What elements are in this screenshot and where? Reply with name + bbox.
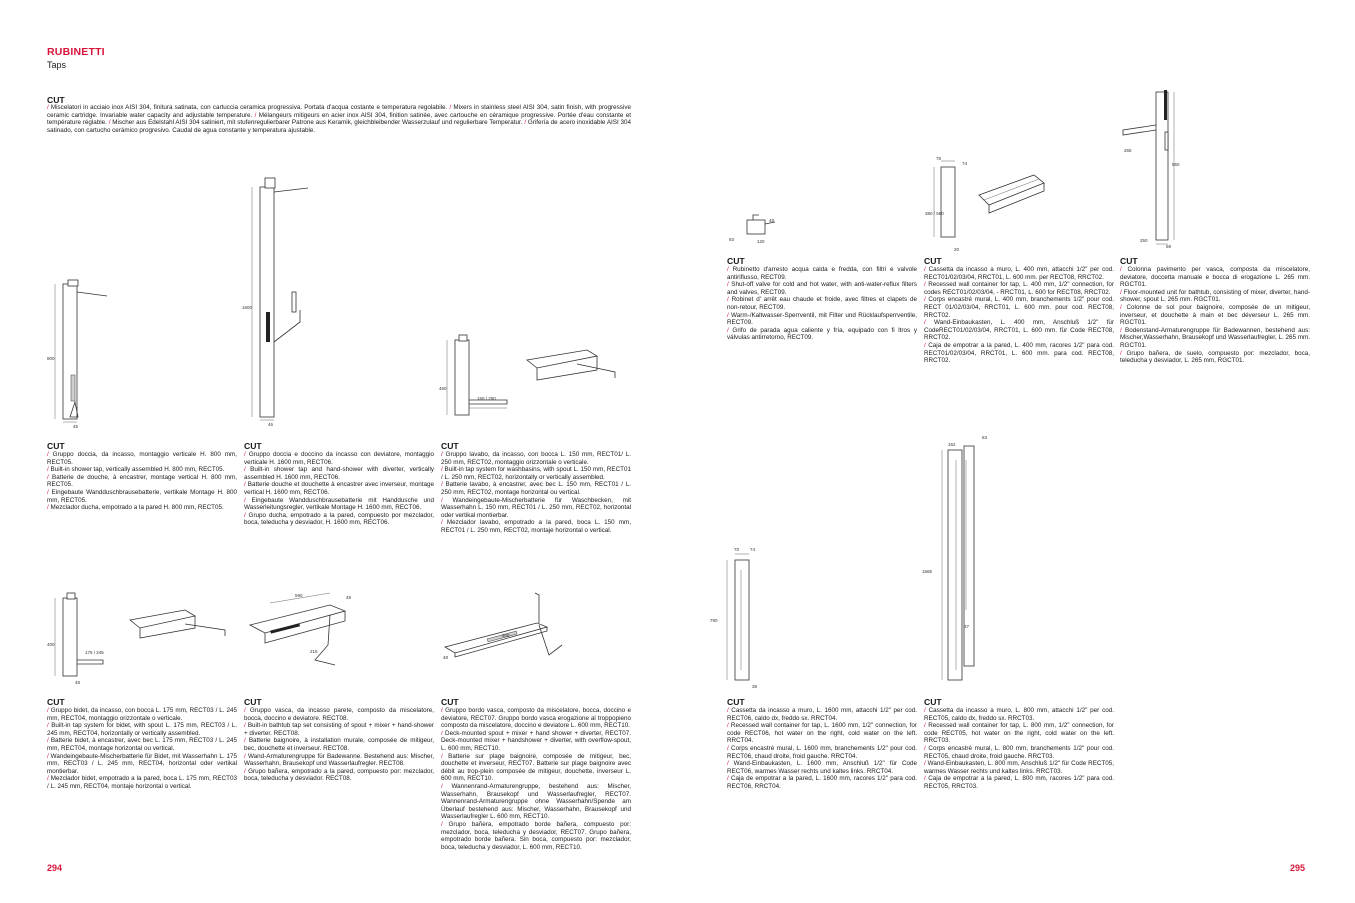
drawing-rrct01: [924, 155, 1054, 255]
dim-label: 46: [268, 422, 274, 427]
section-subtitle: Taps: [47, 60, 67, 70]
product-block: [244, 698, 434, 783]
page-number-left: 294: [47, 863, 63, 873]
dim-label: 265: [1124, 148, 1132, 153]
product-title: CUT: [1120, 256, 1138, 266]
product-title: CUT: [924, 256, 942, 266]
product-description: / Gruppo lavabo, da incasso, con bocca L. 150 mm, RECT01/ L. 250 mm, RECT02, montaggio orizzontale o verticale. / Built-in tap system for washbasins, with spout L. 150 mm, RECT01 / L. 250 mm, RECT02, horizontally or vertically assembled. / Batterie lavabo, à encastrer, avec bec L. 150 mm, RECT01 / L. 250 mm, RECT02, montage horizontal ou vertical. / Wandeingebaute-Mischerbatterie für Waschbecken, mit Wasserhahn L. 150 mm, RECT01 / L. 250 mm, RECT02, horizontal oder vertikal montierbar. / Mezclador lavabo, empotrado a la pared, boca L. 150 mm, RECT01 / L. 250 mm, RECT02, montaje horizontal o vertical.: [441, 451, 632, 534]
dim-label: 20: [954, 247, 960, 252]
dim-label: 74: [962, 161, 968, 166]
dim-label: 120: [757, 239, 765, 244]
page-number-right: 295: [1290, 863, 1306, 873]
drawing-rrct03: [920, 430, 1000, 690]
product-description: / Gruppo bordo vasca, composto da miscelatore, bocca, doccino e deviatore, RECT07. Gruppo bordo vasca erogazione al troppopieno composto da miscelatore, doccino e deviatore L. 600 mm, RECT10. / Deck-mounted spout + mixer + hand shower + diverter, RECT07. Deck-mounted mixer + handshower + diverter, with overflow-spout, L. 600 mm, RECT10. / Batterie sur plage baignoire, composée de mitigeur, bec, douchette et inverseur, RECT07. Batterie sur plage baignoire avec débit au trop-plein composée de mitigeur, douchette, inverseur L. 600 mm, RECT10. / Wannenrand-Armaturengruppe, bestehend aus: Mischer, Wasserhahn, Brausekopf und Wasserlaufregler, RECT07. Wannenrand-Armaturengruppe ohne Wasserhahn/Spende am Überlauf bestehend aus: Mischer, Wasserhahn, Brausekopf und Wasserlaufregler L. 600 mm, RECT10. / Grupo bañera, empotrado borde bañera, compuesto por: mezclador, boca, teleducha y desviador, RECT07. Grupo bañera, empotrado borde bañera. Sin boca, compuesto por: mezclador, boca, teleducha y desviador, L. 600 mm, RECT10.: [441, 707, 632, 851]
product-title: CUT: [244, 441, 262, 451]
product-block: [1120, 257, 1310, 365]
dim-label: 150 / 250: [477, 396, 496, 401]
drawing-rgct01: [1118, 80, 1188, 250]
product-block: [727, 257, 917, 342]
drawing-rect03: [45, 590, 235, 690]
dim-label: 460: [439, 386, 447, 391]
product-block: [47, 442, 237, 512]
dim-label: 93: [729, 237, 735, 242]
dim-label: 70: [734, 547, 740, 552]
dim-label: 790: [710, 618, 718, 623]
product-block: [47, 698, 237, 791]
product-title: CUT: [244, 697, 262, 707]
dim-label: 37: [964, 624, 970, 629]
product-description: / Cassetta da incasso a muro, L. 800 mm, attacchi 1/2" per cod. RECT05, caldo dx, freddo sx. RRCT03. / Recessed wall container for tap, L. 800 mm, 1/2" connection, for code RECT05, hot water on the right, cold water on the left. RRCT03. / Corps encastré mural, L. 800 mm, branchements 1/2" pour cod. RECT05, chaud droite, froid gauche. RRCT03. / Wand-Einbaukasten, L. 800 mm, Anschluß 1/2" für Code RECT05, warmes Wasser rechts und kaltes links. RRCT03. / Caja de empotrar a la pared, L. 800 mm, racores 1/2" para cod. RECT05, RRCT03.: [924, 707, 1115, 790]
product-block: [727, 698, 917, 791]
dim-label: 800: [47, 356, 55, 361]
dim-label: 590: [295, 593, 303, 598]
product-block: [441, 442, 631, 535]
dim-label: 250: [1140, 238, 1148, 243]
drawing-rect08: [240, 585, 360, 680]
dim-label: 38: [752, 684, 758, 689]
product-description: / Cassetta da incasso a muro, L. 1600 mm, attacchi 1/2" per cod. RECT06, caldo dx, freddo sx. RRCT04. / Recessed wall container for tap, L. 1600 mm, 1/2" connection, for code RECT06, hot water on the right, cold water on the left. RRCT04. / Corps encastré mural, L. 1600 mm, branchements 1/2" pour cod. RECT06, chaud droite, froid gauche. RRCT04. / Wand-Einbaukasten, L. 1600 mm, Anschluß 1/2" für Code RECT06, warmes Wasser rechts und kaltes links. RRCT04. / Caja de empotrar a la pared, L. 1600 mm, racores 1/2" para cod. RECT06, RRCT04.: [727, 707, 917, 790]
dim-label: 162: [948, 442, 956, 447]
product-block: [441, 698, 631, 851]
dim-label: 63: [982, 435, 988, 440]
product-title: CUT: [47, 441, 65, 451]
product-description: / Gruppo bidet, da incasso, con bocca L. 175 mm, RECT03 / L. 245 mm, RECT04, montaggio orizzontale o verticale. / Built-in tap system for bidet, with spout L. 175 mm, RECT03 / L. 245 mm, RECT04, horizontally or vertically assembled. / Batterie bidet, à encastrer, avec bec L. 175 mm, RECT03 / L. 245 mm, RECT04, montage horizontal ou vertical. / Wandeingebaute-Mischerbatterie für Bidet, mit Wasserhahn L. 175 mm, RECT03 / L. 245 mm, RECT04, horizontal oder vertikal montierbar. / Mezclador bidet, empotrado a la pared, boca L. 175 mm, RECT03 / L. 245 mm, RECT04, montaje horizontal o vertical.: [47, 707, 238, 790]
product-title: CUT: [924, 697, 942, 707]
dim-label: 48: [443, 655, 449, 660]
product-title: CUT: [47, 697, 65, 707]
dim-label: 175 / 245: [85, 650, 104, 655]
product-title: CUT: [441, 697, 459, 707]
product-description: / Cassetta da incasso a muro, L. 400 mm, attacchi 1/2" per cod. RECT01/02/03/04, RRCT01, L. 600 mm. per RECT08, RRCT02. / Recessed wall container for tap, L. 400 mm, 1/2" connection, for codes RECT01/02/03/04, - RRCT01, L. 600 for RECT08, RRCT02. / Corps encastré mural, L. 400 mm, branchements 1/2" pour cod. RECT 01/02/03/04, RRCT01, L. 600 mm. pour cod. RECT08, RRCT02. / Wand-Einbaukasten, L. 400 mm, Anschluß 1/2" für CodeRECT01/02/03/04, RRCT01, L. 600 mm. für Code RECT08, RRCT02. / Caja de empotrar a la pared, L. 400 mm, racores 1/2" para cod. RECT01/02/03/04, RRCT01, L. 600 mm. para cod. RECT08, RRCT02.: [924, 266, 1115, 365]
product-title: CUT: [441, 441, 459, 451]
intro-title: CUT: [47, 95, 65, 105]
dim-label: 215: [310, 649, 318, 654]
drawing-rect06: [240, 172, 325, 432]
product-title: CUT: [727, 256, 745, 266]
dim-label: 850: [1172, 162, 1180, 167]
product-block: [924, 698, 1114, 791]
product-description: / Gruppo doccia, da incasso, montaggio verticale H. 800 mm, RECT05. / Built-in shower tap, vertically assembled H. 800 mm, RECT05. / Batterie de douche, à encastrer, montage vertical H. 800 mm, RECT05. / Eingebaute Wandduschbrausebatterie, vertikale Montage H. 800 mm, RECT05. / Mezclador ducha, empotrado a la pared H. 800 mm, RECT05.: [47, 451, 238, 512]
dim-label: 45: [73, 424, 79, 429]
drawing-rect07: [437, 585, 577, 665]
drawing-rect05: [45, 272, 115, 432]
product-description: / Colonna pavimento per vasca, composta da miscelatore, deviatore, doccetta manuale e bocca di erogazione L. 265 mm. RGCT01. / Floor-mounted unit for bathtub, consisting of mixer, diverter, hand-shower, spout L. 265 mm. RGCT01. / Colonne de sol pour baignoire, composée de un mitigeur, inverseur, et douchette à main et bec déverseur L. 265 mm. RGCT01. / Bodenstand-Armaturengruppe für Badewannen, bestehend aus: Mischer,Wasserhahn, Brausekopf und Wasserlaufregler, L. 265 mm. RGCT01. / Grupo bañera, de suelo, compuesto por: mezclador, boca, teleducha y desviador, L. 265 mm, RGCT01.: [1120, 266, 1311, 365]
dim-label: 78: [936, 156, 942, 161]
dim-label: 1585: [922, 569, 933, 574]
product-block: [244, 442, 434, 527]
product-block: [924, 257, 1114, 365]
dim-label: 48: [75, 680, 81, 685]
dim-label: 380 / 580: [925, 211, 944, 216]
dim-label: 48: [769, 218, 775, 223]
intro-text: / Miscelatori in acciaio inox AISI 304, finitura satinata, con cartuccia ceramica progressiva. Portata d'acqua costante e temperatura regolabile. / Mixers in stainless steel AISI 304, satin finish, with progressive ceramic cartridge. Invariable water capacity and adjustable temperature. / Mélangeurs mitigeurs en acier inox AISI 304, finition satinée, avec cartouche en céramique progressive. Portée d'eau constante et température réglable. / Mischer aus Edelstahl AISI 304 satiniert, mit stufenregulierbarer Patrone aus Keramik, gleichbleibender Wasserzulauf und regulierbare Temperatur. / Grifería de acero inoxidable AISI 304 satinado, con cartucho cerámico progresivo. Caudal de agua constante y temperatura ajustable.: [47, 104, 632, 134]
product-description: / Gruppo doccia e doccino da incasso con deviatore, montaggio verticale H. 1600 mm, RECT06. / Built-in shower tap and hand-shower with diverter, vertically assembled H. 1600 mm, RECT06. / Batterie douche et douchette à encastrer avec inverseur, montage vertical H. 1600 mm, RECT06. / Eingebaute Wandduschbrausebatterie mit Handdusche und Wasserleitungsregler, vertikale Montage H. 1600 mm, RECT06. / Grupo ducha, empotrado a la pared, compuesto por mezclador, boca, teleducha y desviador, H. 1600 mm, RECT06.: [244, 451, 435, 527]
product-description: / Gruppo vasca, da incasso parete, composto da miscelatore, bocca, doccino e deviatore. RECT08. / Built-in bathtub tap set consisting of spout + mixer + hand-shower + diverter. RECT08. / Batterie baignoire, à installation murale, composée de mitigeur, bec, douchette et inverseur. RECT08. / Wand-Armaturengruppe für Badewanne. Bestehend aus: Mischer, Wasserhahn, Brausekopf und Wasserlaufregler. RECT08. / Grupo bañera, empotrado a la pared, compuesto por: mezclador, boca, teleducha y desviador. RECT08.: [244, 707, 435, 783]
product-title: CUT: [727, 697, 745, 707]
dim-label: 74: [750, 547, 756, 552]
dim-label: 48: [346, 595, 352, 600]
dim-label: 400: [47, 642, 55, 647]
dim-label: 58: [1166, 244, 1172, 249]
drawing-rrct04: [705, 540, 765, 690]
dim-label: 1600: [242, 305, 253, 310]
dim-label: 600: [502, 633, 510, 638]
drawing-rect09: [727, 212, 787, 252]
product-description: / Rubinetto d'arresto acqua calda e fredda, con filtri e valvole antiriflusso, RECT09. / Shut-off valve for cold and hot water, with anti-water-reflux filters and valves, RECT09. / Robinet d' arrêt eau chaude et froide, avec filtres et clapets de non-retour, RECT09. / Warm-/Kaltwasser-Sperrventil, mit Filter und Rücklaufsperrventile, RECT09. / Grifo de parada agua caliente y fría, equipado con fi ltros y válvulas antirretorno, RECT09.: [727, 266, 918, 342]
section-title: RUBINETTI: [47, 46, 105, 58]
drawing-rect01: [437, 330, 622, 430]
